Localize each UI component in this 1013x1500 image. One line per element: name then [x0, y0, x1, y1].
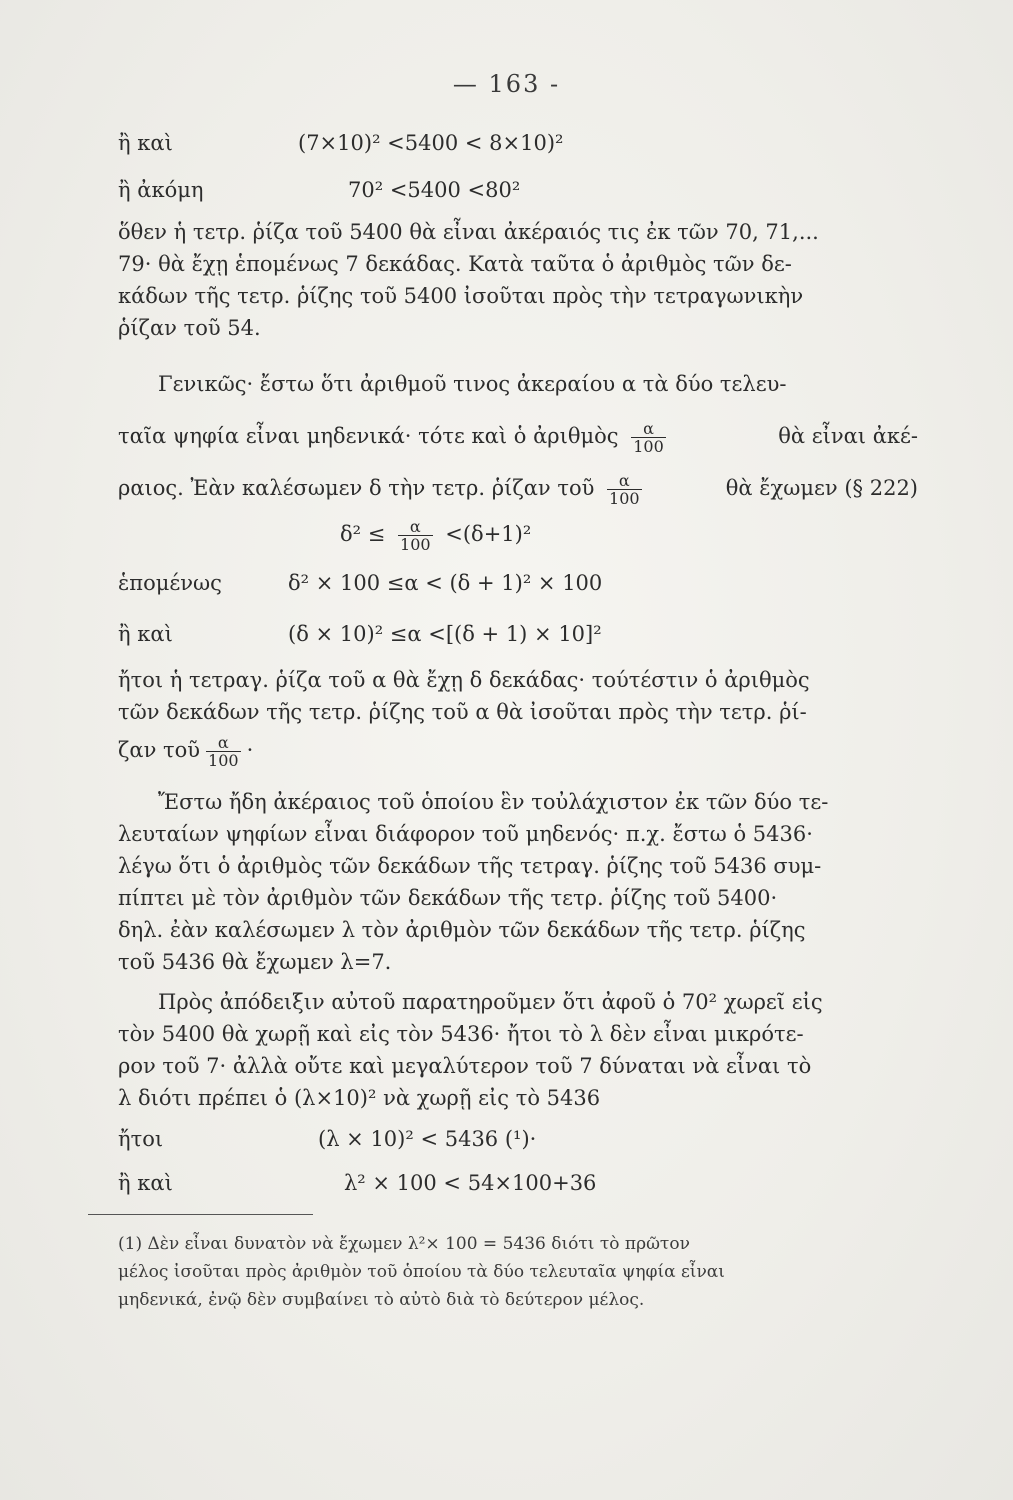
paragraph-4-line: Ἔστω ἤδη ἀκέραιος τοῦ ὁποίου ἓν τοὐλάχιστον ἐκ τῶν δύο τε- [158, 790, 829, 814]
paragraph-2-line-2 [118, 410, 918, 462]
paragraph-5-line: τὸν 5400 θὰ χωρῇ καὶ εἰς τὸν 5436· ἤτοι τὸ λ δὲν εἶναι μικρότε- [118, 1022, 804, 1046]
fraction-numerator: α [217, 733, 229, 752]
equation-2 [118, 173, 918, 207]
paragraph-2 [118, 358, 918, 514]
paragraph-1-line: ῥίζαν τοῦ 54. [118, 316, 261, 340]
equation-3-expr [340, 512, 531, 556]
fraction-numerator: α [618, 471, 630, 490]
paragraph-4 [118, 786, 918, 978]
fraction-a-over-100 [398, 518, 433, 553]
equation-3-right: <(δ+1)² [445, 522, 532, 546]
paragraph-2-line-2-end: θὰ εἶναι ἀκέ- [778, 424, 918, 448]
paragraph-2-line-3-end: θὰ ἔχωμεν (§ 222) [725, 476, 918, 500]
paragraph-3-line-2: τῶν δεκάδων τῆς τετρ. ῥίζης τοῦ α θὰ ἰσοῦται πρὸς τὴν τετρ. ῥί- [118, 700, 807, 724]
paragraph-5-line: λ διότι πρέπει ὁ (λ×10)² νὰ χωρῇ εἰς τὸ 5436 [118, 1086, 601, 1110]
paragraph-3-line-1: ἤτοι ἡ τετραγ. ῥίζα τοῦ α θὰ ἔχῃ δ δεκάδας· τούτέστιν ὁ ἀριθμὸς [118, 668, 810, 692]
fraction-a-over-100 [631, 420, 666, 455]
paragraph-3-line-3 [118, 734, 918, 769]
paragraph-1-line: κάδων τῆς τετρ. ῥίζης τοῦ 5400 ἰσοῦται πρὸς τὴν τετραγωνικὴν [118, 284, 804, 308]
paragraph-1-line: ὅθεν ἡ τετρ. ῥίζα τοῦ 5400 θὰ εἶναι ἀκέραιός τις ἐκ τῶν 70, 71,... [118, 220, 819, 244]
paragraph-2-line-1: Γενικῶς· ἔστω ὅτι ἀριθμοῦ τινος ἀκεραίου α τὰ δύο τελευ- [158, 372, 787, 396]
equation-7-expr: λ² × 100 < 54×100+36 [344, 1171, 597, 1195]
footnote-line: μέλος ἰσοῦται πρὸς ἀριθμὸν τοῦ ὁποίου τὰ δύο τελευταῖα ψηφία εἶναι [118, 1262, 725, 1282]
fraction-numerator: α [643, 419, 654, 438]
equation-6-label: ἤτοι [118, 1127, 164, 1151]
equation-4-expr: δ² × 100 ≤α < (δ + 1)² × 100 [288, 571, 603, 595]
equation-5 [118, 617, 918, 651]
paragraph-2-line-3-text: ραιος. Ἐὰν καλέσωμεν δ τὴν τετρ. ῥίζαν τοῦ [118, 476, 595, 500]
equation-1 [118, 126, 918, 160]
footnote-divider [88, 1214, 313, 1215]
equation-4-label: ἑπομένως [118, 571, 222, 595]
footnote-line: μηδενικά, ἐνῷ δὲν συμβαίνει τὸ αὐτὸ διὰ τὸ δεύτερον μέλος. [118, 1290, 645, 1310]
equation-7-label: ἢ καὶ [118, 1171, 173, 1195]
paragraph-4-line: τοῦ 5436 θὰ ἔχωμεν λ=7. [118, 950, 392, 974]
paragraph-3-line-3-text: ζαν τοῦ [118, 738, 201, 762]
equation-5-expr: (δ × 10)² ≤α <[(δ + 1) × 10]² [288, 622, 602, 646]
equation-6-expr: (λ × 10)² < 5436 (¹)· [318, 1127, 537, 1151]
equation-3 [118, 512, 918, 556]
equation-5-label: ἢ καὶ [118, 622, 173, 646]
equation-1-expr: (7×10)² <5400 < 8×10)² [298, 131, 564, 155]
equation-1-label: ἢ καὶ [118, 131, 173, 155]
paragraph-3-line-3-end: · [246, 738, 254, 762]
paragraph-4-line: λέγω ὅτι ὁ ἀριθμὸς τῶν δεκάδων τῆς τετραγ. ῥίζης τοῦ 5436 συμ- [118, 854, 822, 878]
paragraph-2-line-3 [118, 462, 918, 514]
equation-6 [118, 1122, 918, 1156]
footnote-line: (1) Δὲν εἶναι δυνατὸν νὰ ἔχωμεν λ²× 100 = 5436 διότι τὸ πρῶτον [118, 1234, 690, 1254]
fraction-denominator: 100 [208, 751, 239, 770]
fraction-a-over-100 [607, 472, 642, 507]
fraction-denominator: 100 [609, 489, 640, 508]
paragraph-5-line: Πρὸς ἀπόδειξιν αὐτοῦ παρατηροῦμεν ὅτι ἀφοῦ ὁ 70² χωρεῖ εἰς [158, 990, 823, 1014]
paragraph-4-line: λευταίων ψηφίων εἶναι διάφορον τοῦ μηδενός· π.χ. ἔστω ὁ 5436· [118, 822, 813, 846]
page-number: — 163 - [452, 70, 561, 98]
fraction-a-over-100 [206, 734, 241, 769]
fraction-denominator: 100 [633, 437, 664, 456]
paragraph-2-line-2-text: ταῖα ψηφία εἶναι μηδενικά· τότε καὶ ὁ ἀριθμὸς [118, 424, 619, 448]
equation-2-expr: 70² <5400 <80² [348, 178, 521, 202]
paragraph-1 [118, 216, 918, 344]
paragraph-5-line: ρον τοῦ 7· ἀλλὰ οὔτε καὶ μεγαλύτερον τοῦ 7 δύναται νὰ εἶναι τὸ [118, 1054, 812, 1078]
footnote [118, 1230, 818, 1314]
equation-2-label: ἢ ἀκόμη [118, 178, 204, 202]
equation-3-left: δ² ≤ [340, 522, 386, 546]
paragraph-5 [118, 986, 918, 1114]
paragraph-4-line: πίπτει μὲ τὸν ἀριθμὸν τῶν δεκάδων τῆς τετρ. ῥίζης τοῦ 5400· [118, 886, 778, 910]
paragraph-4-line: δηλ. ἐὰν καλέσωμεν λ τὸν ἀριθμὸν τῶν δεκάδων τῆς τετρ. ῥίζης [118, 918, 806, 942]
fraction-numerator: α [409, 517, 421, 536]
paragraph-1-line: 79· θὰ ἔχῃ ἑπομένως 7 δεκάδας. Κατὰ ταῦτα ὁ ἀριθμὸς τῶν δε- [118, 252, 792, 276]
equation-4 [118, 566, 918, 600]
equation-7 [118, 1166, 918, 1200]
paragraph-3 [118, 664, 918, 769]
fraction-denominator: 100 [400, 535, 431, 554]
